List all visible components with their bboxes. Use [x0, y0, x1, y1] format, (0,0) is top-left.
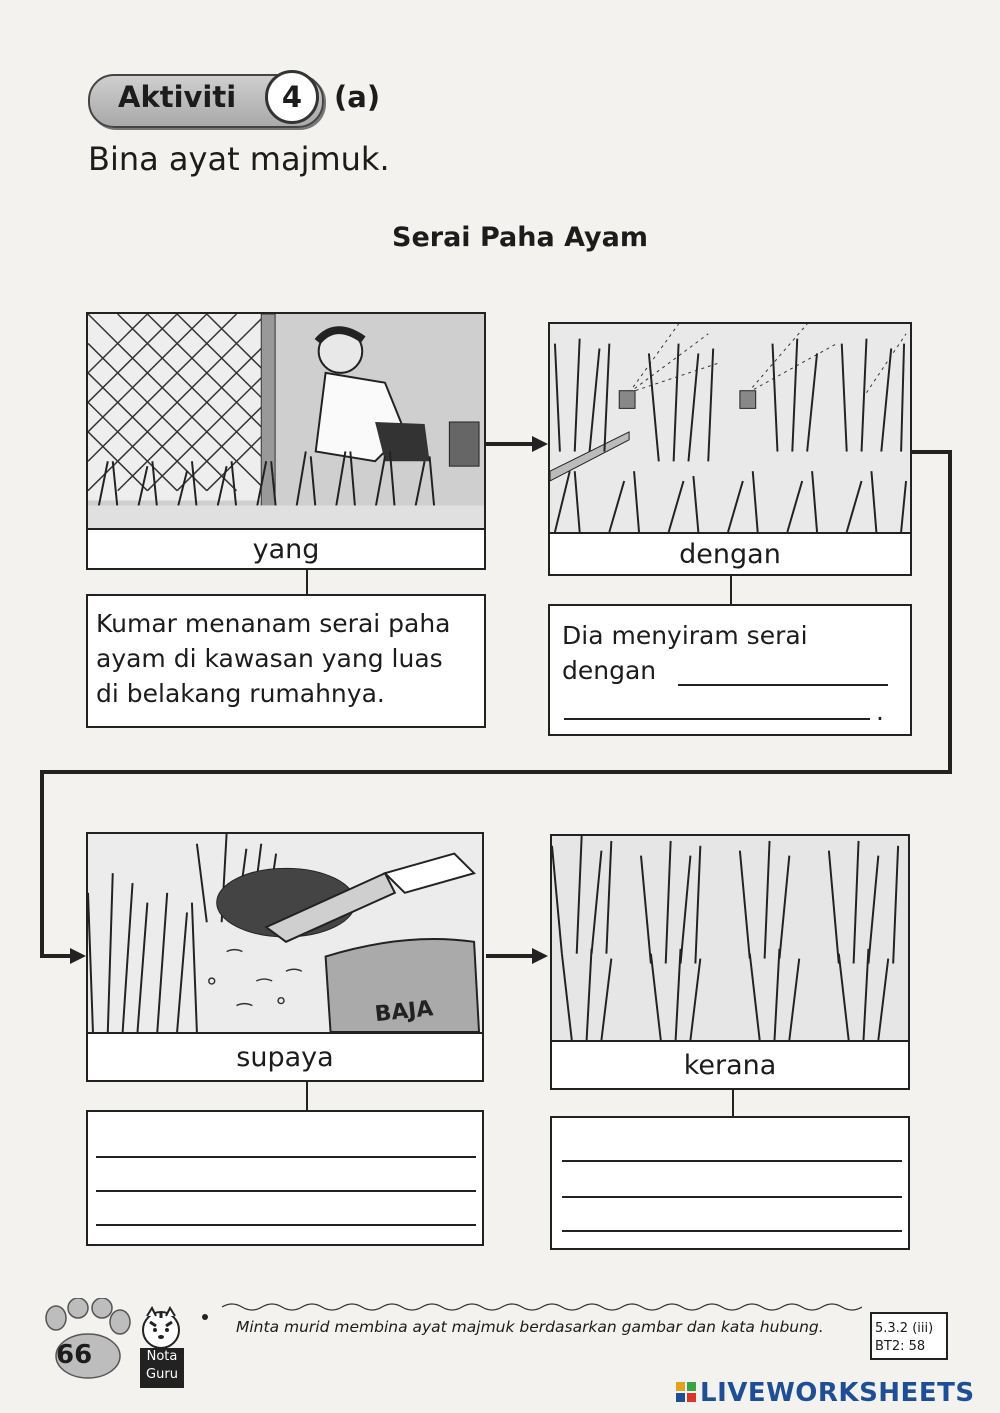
activity-number: 4 [265, 70, 319, 124]
sentence-line: Dia menyiram serai [562, 621, 808, 650]
activity-label: Aktiviti [118, 80, 237, 114]
standard-code: 5.3.2 (iii) [875, 1321, 934, 1336]
connector-word-yang: yang [86, 528, 486, 570]
answer-line[interactable] [96, 1156, 476, 1158]
connector-stem [732, 1090, 734, 1116]
book-ref: BT2: 58 [875, 1339, 926, 1354]
scene-watering [548, 322, 912, 534]
tiger-mascot-icon [138, 1306, 184, 1350]
scene-grown-plants [550, 834, 910, 1042]
scene-fertilizing [86, 832, 484, 1034]
connector-stem [306, 570, 308, 594]
sentence-line: dengan [562, 656, 657, 685]
sentence-box-2 [548, 604, 912, 736]
instruction: Bina ayat majmuk. [88, 140, 390, 178]
connector-stem [306, 1082, 308, 1110]
page-number: 66 [56, 1340, 93, 1370]
brand-logo[interactable]: LIVEWORKSHEETS [700, 1378, 975, 1408]
page-title: Serai Paha Ayam [392, 222, 648, 253]
connector-word-kerana: kerana [550, 1040, 910, 1090]
answer-line[interactable] [562, 1160, 902, 1162]
sentence-line: di belakang rumahnya. [96, 679, 385, 708]
answer-line[interactable] [678, 684, 888, 686]
baja-label: BAJA [373, 996, 435, 1028]
connector-word-supaya: supaya [86, 1032, 484, 1082]
answer-line[interactable] [562, 1196, 902, 1198]
sentence-box-4[interactable] [550, 1116, 910, 1250]
answer-line[interactable] [96, 1224, 476, 1226]
answer-line[interactable] [96, 1190, 476, 1192]
scene-planting [86, 312, 486, 530]
nota-label: Nota [146, 1349, 178, 1364]
sentence-line: ayam di kawasan yang luas [96, 644, 443, 673]
wavy-divider [222, 1302, 862, 1312]
sentence-line: Kumar menanam serai paha [96, 609, 451, 638]
liveworksheets-logo-icon [676, 1382, 696, 1402]
answer-line[interactable] [564, 718, 870, 720]
end-mark: . [876, 697, 884, 726]
curriculum-code [870, 1312, 948, 1360]
connector-word-dengan: dengan [548, 532, 912, 576]
answer-line[interactable] [562, 1230, 902, 1232]
connector-stem [730, 576, 732, 604]
teacher-note: Minta murid membina ayat majmuk berdasarkan gambar dan kata hubung. [236, 1318, 824, 1336]
bullet-dot [202, 1314, 208, 1320]
sentence-box-1 [86, 594, 486, 728]
activity-part: (a) [334, 80, 381, 114]
guru-label: Guru [146, 1367, 178, 1382]
teacher-note-badge [140, 1348, 184, 1388]
sentence-box-3[interactable] [86, 1110, 484, 1246]
